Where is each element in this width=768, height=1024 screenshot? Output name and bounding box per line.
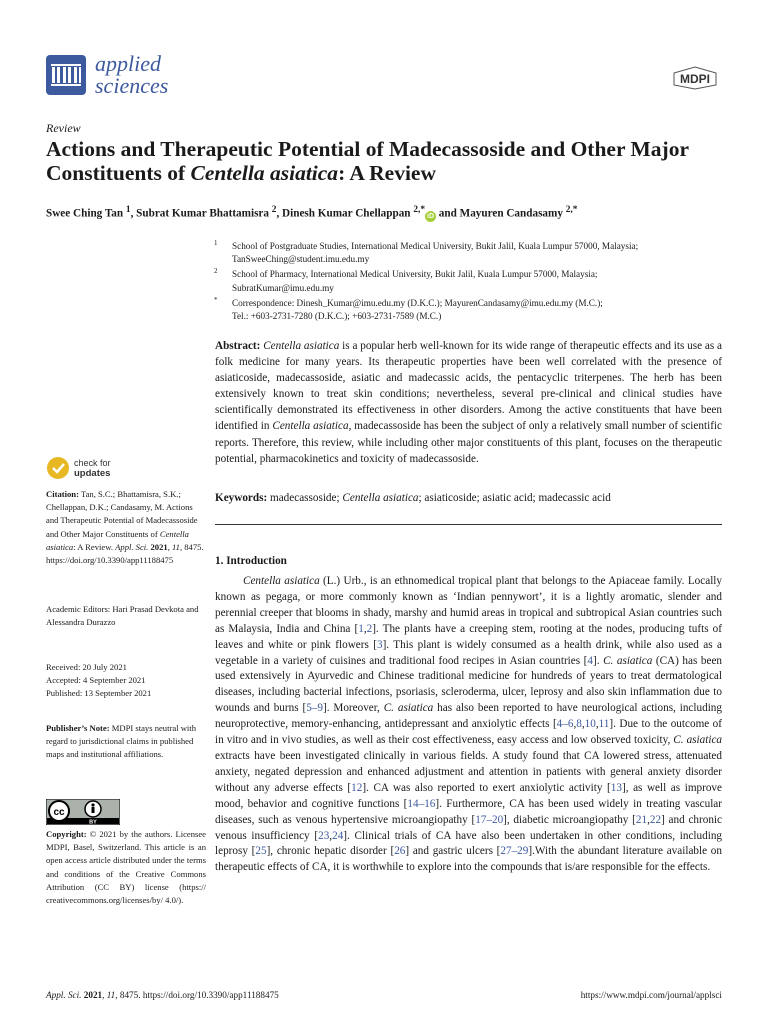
- author-name[interactable]: Swee Ching Tan: [46, 207, 124, 220]
- reference-link[interactable]: 23: [318, 829, 330, 842]
- published-date: Published: 13 September 2021: [46, 688, 152, 699]
- email-link[interactable]: SubratKumar@imu.edu.my: [232, 282, 334, 293]
- article-type: Review: [46, 121, 81, 135]
- reference-link[interactable]: 25: [255, 845, 267, 858]
- footer-citation: Appl. Sci. 2021, 11, 8475. https://doi.org/10.3390/app11188475: [46, 990, 279, 1000]
- footer-doi-link[interactable]: , 8475. https://doi.org/10.3390/app11188475: [115, 990, 279, 1000]
- reference-link[interactable]: 1: [358, 622, 364, 635]
- keywords-label: Keywords:: [215, 492, 268, 504]
- email-link[interactable]: TanSweeChing@student.imu.edu.my: [232, 254, 370, 265]
- journal-logo-icon: [46, 55, 86, 95]
- article-title: [46, 137, 736, 185]
- citation-block: Citation: Tan, S.C.; Bhattamisra, S.K.; Chellappan, D.K.; Candasamy, M. Actions and Therapeutic Potential of Madecassoside and Other Major Constituents of Centella asiatica: A Review. Appl. Sci. 2021, 11, 8475. https://doi.org/10.3390/app11188475: [46, 489, 204, 566]
- author-affil-mark: 2,*: [413, 205, 425, 215]
- cc-by-license-icon[interactable]: [46, 799, 120, 825]
- title-part1: Actions and Therapeutic Potential of Madecassoside and Other Major Constituents of: [46, 137, 689, 185]
- introduction-paragraph: Centella asiatica (L.) Urb., is an ethnomedical tropical plant that belongs to the Apiaceae family. Locally known as pegaga, or more commonly known as ‘Indian pennywort’, it is a lightly aromatic, slender and perennial creeper that blooms in shady, marshy and humid areas in tropical and subtropical Asian countries such as Malaysia, India and China [1,2]. The plants have a creeping stem, rooting at the nodes, producing tufts of leaves and white or pink flowers [3]. This plant is widely consumed as a health drink, while also used as a vegetable in a variety of cuisines and traditional food recipes in Asian countries [4]. C. asiatica (CA) has been used extensively in Ayurvedic and Chinese traditional medicine for hundreds of years to treat dermatological diseases, including bacterial infections, psoriasis, scleroderma, ulcer, leprosy and also skin inflammation due to wounds and burns [5–9]. Moreover, C. asiatica has also been reported to have neurological actions, including neuroprotective, memory-enhancing, antidepressant and anxiolytic effects [4–6,8,10,11]. Due to the outcome of in vitro and in vivo studies, as well as their cost effectiveness, easy access and low observed toxicity, C. asiatica extracts have been investigated clinically in various fields. A study found that CA lowered stress, attenuated anxiety, negated depression and enhanced adjustment and attention in patients with general anxiety disorder without any adverse effects [12]. CA was also reported to exert anxiolytic activity [13], as well as improve mood, behavior and cognitive functions [14–16]. Furthermore, CA has been used widely in treating vascular diseases, such as venous hypertensive microangiopathy [17–20], diabetic microangiopathy [21,22] and chronic venous insufficiency [23,24]. Clinical trials of CA have also been undertaken in other conditions, including leprosy [25], chronic hepatic disorder [26] and gastric ulcers [27–29].With the abundant literature available on therapeutic effects of CA, it is worthwhile to explore into the compounds that is/are responsible for the effects.: [215, 575, 723, 874]
- check-for-updates-button[interactable]: [46, 456, 156, 480]
- abstract: Abstract: Centella asiatica is a popular herb well-known for its wide range of therapeutic effects and its use as a folk medicine for many years. Its therapeutic properties have been well correlated with the presence of asiaticoside, madecassoside, asiatic and madecassic acids, the pentacyclic triterpenes. The herb has been extensively known to treat skin conditions; nevertheless, several pre-clinical and clinical studies have scientifically demonstrated its effectiveness in other disorders. Among the active constituents that have been identified in Centella asiatica, madecassoside has been the subject of only a relatively small number of scientific reports. Therefore, this review, while including other major constituents of this plant, focuses on the therapeutic potential, pharmacokinetics and toxicity of madecassoside.: [215, 340, 722, 465]
- cc-by-label: BY: [89, 819, 97, 825]
- reference-link[interactable]: 5–9: [306, 702, 323, 715]
- doi-link[interactable]: , 8475. https://doi.org/10.3390/app11188475: [46, 541, 204, 566]
- reference-link[interactable]: 4: [587, 654, 593, 667]
- journal-name-line2: sciences: [95, 73, 169, 98]
- section-divider: [215, 524, 722, 525]
- publisher-name: MDPI: [680, 72, 710, 86]
- author-name[interactable]: Mayuren Candasamy: [459, 207, 563, 220]
- author-affil-mark: 1: [125, 205, 131, 215]
- reference-link[interactable]: 17–20: [475, 813, 504, 826]
- reference-link[interactable]: 13: [610, 781, 622, 794]
- title-part2: : A Review: [338, 161, 436, 185]
- journal-name: [95, 53, 168, 97]
- reference-link[interactable]: 10: [584, 718, 596, 731]
- reference-link[interactable]: 24: [332, 829, 344, 842]
- author-name[interactable]: Subrat Kumar Bhattamisra: [136, 207, 269, 220]
- affiliation-item: 2 School of Pharmacy, International Medical University, Bukit Jalil, Kuala Lumpur 57000, Malaysia; SubratKumar@imu.edu.my: [214, 268, 734, 294]
- abstract-label: Abstract:: [215, 340, 261, 352]
- publication-dates: [46, 661, 206, 701]
- journal-name-line1: applied: [95, 51, 161, 76]
- keywords: Keywords: madecassoside; Centella asiatica; asiaticoside; asiatic acid; madecassic acid: [215, 492, 611, 504]
- reference-link[interactable]: 8: [576, 718, 582, 731]
- orcid-icon[interactable]: iD: [427, 212, 434, 220]
- reference-link[interactable]: 4–6: [556, 718, 574, 731]
- footer-journal-url[interactable]: https://www.mdpi.com/journal/applsci: [580, 990, 722, 1000]
- author-affil-mark: 2,*: [565, 205, 578, 215]
- received-date: Received: 20 July 2021: [46, 662, 127, 672]
- affiliation-item: 1 School of Postgraduate Studies, International Medical University, Bukit Jalil, Kuala Lumpur 57000, Malaysia; TanSweeChing@student.imu.edu.my: [214, 240, 734, 266]
- author-name[interactable]: Dinesh Kumar Chellappan: [282, 207, 411, 220]
- author-affil-mark: 2: [271, 205, 277, 215]
- check-updates-label: check for: [74, 458, 111, 468]
- copyright-notice: Copyright: © 2021 by the authors. Licensee MDPI, Basel, Switzerland. This article is an open access article distributed under the terms and conditions of the Creative Commons Attribution (CC BY) license (https:// creativecommons.org/licenses/by/ 4.0/).: [46, 829, 206, 906]
- section-heading: 1. Introduction: [215, 555, 287, 567]
- reference-link[interactable]: 3: [376, 638, 383, 651]
- correspondence: * Correspondence: Dinesh_Kumar@imu.edu.my (D.K.C.); MayurenCandasamy@imu.edu.my (M.C.); Tel.: +603-2731-7280 (D.K.C.); +603-2731-7589 (M.C.): [214, 295, 603, 322]
- reference-link[interactable]: 27–29: [500, 845, 529, 858]
- publisher-note: Publisher’s Note: MDPI stays neutral with regard to jurisdictional claims in published maps and institutional affiliations.: [46, 723, 196, 760]
- check-updates-icon: [46, 456, 70, 480]
- academic-editors: Academic Editors: Hari Prasad Devkota and Alessandra Durazzo: [46, 604, 199, 628]
- reference-link[interactable]: 21: [635, 813, 648, 826]
- check-updates-label-bold: updates: [74, 468, 111, 479]
- reference-link[interactable]: 2: [366, 622, 373, 635]
- accepted-date: Accepted: 4 September 2021: [46, 675, 146, 686]
- publisher-logo-icon: [666, 66, 724, 90]
- citation-label: Citation:: [46, 489, 79, 499]
- svg-text:cc: cc: [53, 807, 65, 818]
- reference-link[interactable]: 26: [394, 845, 406, 858]
- reference-link[interactable]: 11: [598, 718, 610, 731]
- reference-link[interactable]: 14–16: [407, 797, 436, 810]
- reference-link[interactable]: 12: [351, 781, 363, 794]
- title-species: Centella asiatica: [190, 161, 339, 185]
- reference-link[interactable]: 22: [649, 813, 662, 826]
- affiliations: [214, 240, 734, 325]
- author-list: Swee Ching Tan $^1$, Subrat Kumar Bhattamisra $^2$, Dinesh Kumar Chellappan $^{2,*}$iD and Mayuren Candasamy $^{2,*}$: [46, 205, 578, 220]
